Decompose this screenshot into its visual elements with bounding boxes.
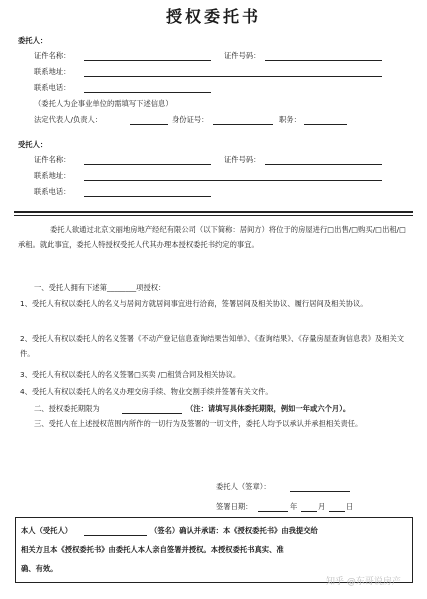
- client-cert-id-field[interactable]: [265, 60, 382, 61]
- authorization-period-note: （注：请填写具体委托期限，例如一年或六个月）。: [186, 404, 351, 413]
- sign-year-label: 年: [290, 502, 298, 511]
- agent-heading: 受托人：: [18, 140, 48, 149]
- agent-signature-field[interactable]: [84, 535, 147, 536]
- agent-cert-name-label: 证件名称：: [34, 155, 71, 164]
- document-title: 授权委托书: [165, 7, 261, 26]
- client-cert-id-label: 证件号码：: [224, 51, 261, 60]
- section-divider-thin: [14, 215, 413, 216]
- agent-phone-label: 联系电话：: [34, 187, 71, 196]
- position-field[interactable]: [304, 124, 347, 125]
- authorization-item-1: 1、受托人有权以委托人的名义与居间方就居间事宜进行洽商，签署居间及相关协议、履行居间及相关协议。: [20, 299, 368, 308]
- client-phone-label: 联系电话：: [34, 83, 71, 92]
- legal-rep-id-label: 身份证号：: [172, 115, 209, 124]
- agent-cert-id-field[interactable]: [265, 164, 382, 165]
- agent-address-label: 联系地址：: [34, 171, 71, 180]
- authorization-period-field[interactable]: [122, 413, 182, 414]
- agent-cert-id-label: 证件号码：: [224, 155, 261, 164]
- legal-rep-id-field[interactable]: [213, 124, 273, 125]
- sign-month-label: 月: [318, 502, 326, 511]
- authorization-item-3: 3、受托人有权以委托人的名义签署□买卖 /□租赁合同及相关协议。: [20, 370, 241, 379]
- confirm-line2: 相关方且本《授权委托书》由委托人本人亲自签署并授权。本授权委托书真实、准: [21, 545, 284, 554]
- client-signature-label: 委托人（签章）：: [216, 482, 271, 491]
- watermark: 知乎 @东哥说房产: [326, 577, 401, 587]
- agent-address-field[interactable]: [84, 180, 382, 181]
- sign-day-label: 日: [346, 502, 354, 511]
- legal-rep-field[interactable]: [130, 124, 168, 125]
- confirm-line3: 确、有效。: [21, 564, 58, 573]
- client-company-note: （委托人为企事业单位的需填写下述信息）: [34, 99, 173, 108]
- authorization-period-label: 二、授权委托期限为: [34, 404, 100, 413]
- sign-month-field[interactable]: [301, 511, 317, 512]
- authorization-item-2: 2、受托人有权以委托人的名义签署《不动产登记信息查询结果告知单》、《查询结果》、《存量房屋查询信息表》及相关文件。: [20, 334, 405, 358]
- agent-phone-field[interactable]: [84, 196, 211, 197]
- authorization-item-one: 一、受托人拥有下述第________项授权：: [34, 283, 166, 292]
- section-divider-thick: [14, 211, 413, 213]
- authorization-item-three: 三、受托人在上述授权范围内所作的一切行为及签署的一切文件，委托人均予以承认并承担相关责任。: [34, 419, 363, 428]
- legal-rep-label: 法定代表人/负责人：: [34, 115, 103, 124]
- client-cert-name-label: 证件名称：: [34, 51, 71, 60]
- sign-day-field[interactable]: [329, 511, 345, 512]
- sign-year-field[interactable]: [258, 511, 288, 512]
- confirm-line1-end: （签名）确认并承诺：本《授权委托书》由我提交给: [150, 526, 318, 535]
- position-label: 职务：: [279, 115, 301, 124]
- authorization-item-4: 4、受托人有权以委托人的名义办理交房手续、物业交割手续并签署有关文件。: [20, 387, 273, 396]
- client-cert-name-field[interactable]: [84, 60, 211, 61]
- client-phone-field[interactable]: [84, 92, 211, 93]
- confirm-line1-start: 本人（受托人）: [21, 526, 73, 535]
- sign-date-label: 签署日期：: [216, 502, 253, 511]
- client-signature-field[interactable]: [290, 491, 350, 492]
- client-address-label: 联系地址：: [34, 67, 71, 76]
- agent-cert-name-field[interactable]: [84, 164, 211, 165]
- client-address-field[interactable]: [84, 76, 382, 77]
- intro-paragraph: 委托人欲通过北京文丽地房地产经纪有限公司（以下简称：居间方）将位于的房屋进行□出售/□购买/□出租/□承租。就此事宜，委托人特授权受托人代其办理本授权委托书约定的事宜。: [18, 225, 407, 249]
- client-heading: 委托人：: [18, 36, 48, 45]
